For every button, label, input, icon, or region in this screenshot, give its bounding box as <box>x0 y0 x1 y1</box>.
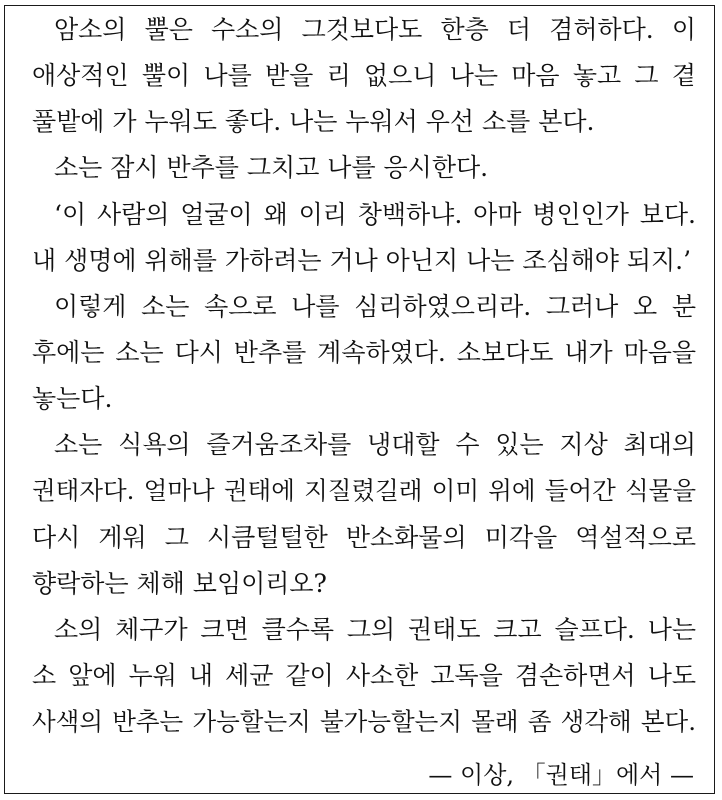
text-line: 이렇게 소는 속으로 나를 심리하였으리라. 그러나 오 분 <box>54 292 696 321</box>
text-line: 소 앞에 누워 내 세균 같이 사소한 고독을 겸손하면서 나도 <box>32 661 696 690</box>
text-line: 내 생명에 위해를 가하려는 거나 아닌지 나는 조심해야 되지.’ <box>32 246 692 275</box>
text-line: ‘이 사람의 얼굴이 왜 이리 창백하냐. 아마 병인인가 보다. <box>54 200 696 229</box>
text-line: 소는 잠시 반추를 그치고 나를 응시한다. <box>54 153 489 182</box>
source-citation: — 이상, 「권태」에서 — <box>428 761 694 789</box>
text-line: 애상적인 뿔이 나를 받을 리 없으니 나는 마음 놓고 그 곁 <box>32 61 696 90</box>
text-line: 향락하는 체해 보임이리오? <box>32 569 327 598</box>
text-line: 놓는다. <box>32 384 113 413</box>
text-line: 소는 식욕의 즐거움조차를 냉대할 수 있는 지상 최대의 <box>54 430 696 459</box>
text-line: 사색의 반추는 가능할는지 불가능할는지 몰래 좀 생각해 본다. <box>32 707 696 736</box>
text-line: 후에는 소는 다시 반추를 계속하였다. 소보다도 내가 마음을 <box>32 338 696 367</box>
text-line: 다시 게워 그 시큼털털한 반소화물의 미각을 역설적으로 <box>32 523 696 552</box>
text-line: 암소의 뿔은 수소의 그것보다도 한층 더 겸허하다. 이 <box>54 15 696 44</box>
text-line: 풀밭에 가 누워도 좋다. 나는 누워서 우선 소를 본다. <box>32 107 595 136</box>
text-line: 소의 체구가 크면 클수록 그의 권태도 크고 슬프다. 나는 <box>54 615 696 644</box>
text-line: 권태자다. 얼마나 권태에 지질렸길래 이미 위에 들어간 식물을 <box>32 476 696 505</box>
